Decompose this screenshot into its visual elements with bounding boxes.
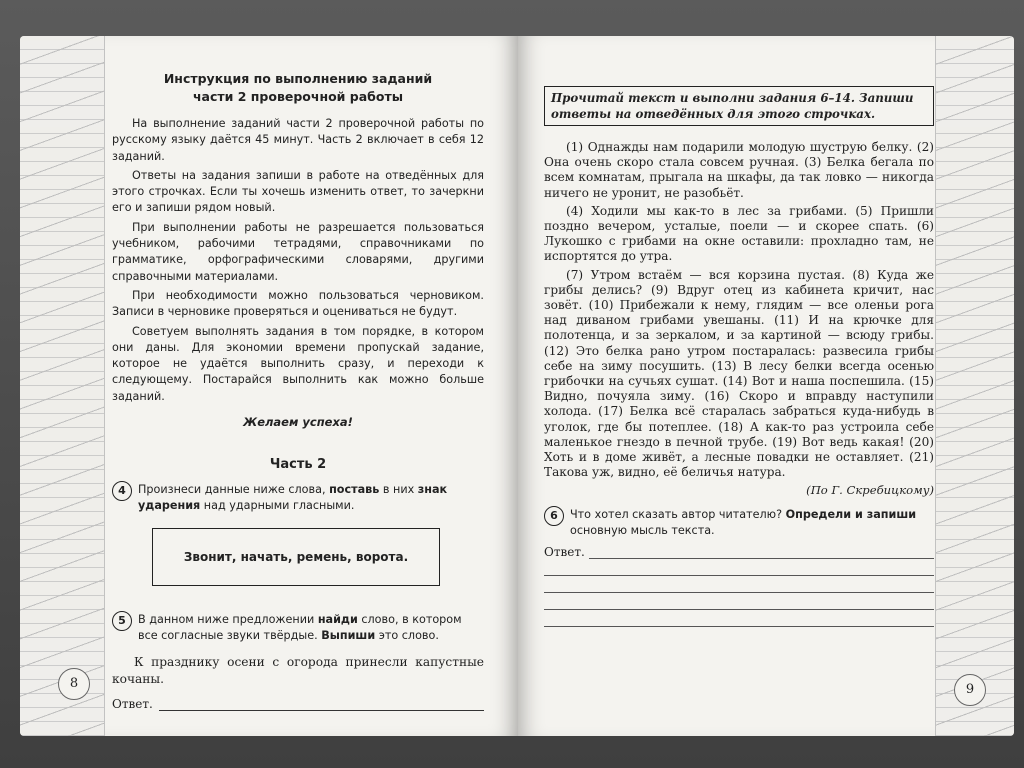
- page-number-left: 8: [58, 668, 90, 700]
- task-6-text-after: основную мысль текста.: [570, 524, 715, 538]
- left-margin-lines: [20, 36, 105, 736]
- task-4-text-before: Произнеси данные ниже слова,: [138, 483, 330, 497]
- left-text-column: [112, 70, 484, 711]
- part-title: Часть 2: [269, 457, 327, 473]
- task-4: [112, 482, 484, 514]
- task-6-text-before: Что хотел сказать автор читателю?: [570, 508, 786, 522]
- story-paragraph: (7) Утром встаём — вся корзина пустая. (8) Куда же грибы делись? (9) Вдруг отец из кабинета кричит, нас зовёт. (10) Прибежали к нему, глядим — все оленьи рога над диваном грибами увешаны. (11) И на крючке для полотенца, и за зеркалом, и за картиной — всюду грибы. (12) Это белка рано утром постаралась: развесила грибы себе на зиму посушить. (13) В лесу белки всегда осенью грибочки на сучьях сушат. (14) Вот и наша поспешила. (15) Видно, почуяла зиму. (16) Скоро и вправду наступили холода. (17) Белка всё старалась забраться куда-нибудь в уголок, где бы потеплее. (18) А как-то раз устроила себе маленькое гнездо в печной трубе. (19) Вот ведь какая! (20) Хоть и в доме живёт, а лесные повадки не оставляет. (21) Такова уж, видно, её беличья натура.: [544, 267, 934, 480]
- answer-label: Ответ.: [112, 697, 153, 712]
- page-number-right: 9: [954, 674, 986, 706]
- task-5-answer-row: [112, 696, 484, 711]
- instruction-paragraph: При выполнении работы не разрешается пользоваться учебником, рабочими тетрадями, справочниками по грамматике, орфографическими словарями, другими справочными материалами.: [112, 220, 484, 283]
- right-page: [518, 36, 1014, 736]
- good-luck-wish: Желаем успеха!: [243, 415, 353, 430]
- story-source: (По Г. Скребицкому): [806, 483, 934, 498]
- task-4-text-after: над ударными гласными.: [200, 499, 355, 513]
- instruction-title: [112, 70, 484, 106]
- task-6-answer-row: [544, 543, 934, 559]
- answer-line[interactable]: [544, 593, 934, 610]
- task-number-badge: 5: [112, 611, 132, 631]
- task-number-badge: 4: [112, 481, 132, 501]
- task-4-word-box[interactable]: [152, 528, 440, 586]
- instruction-paragraph: На выполнение заданий части 2 проверочной работы по русскому языку даётся 45 минут. Часть 2 включает в себя 12 заданий.: [112, 117, 484, 163]
- task-4-words: Звонит, начать, ремень, ворота.: [183, 550, 409, 565]
- instruction-title-line2: части 2 проверочной работы: [192, 89, 404, 104]
- instruction-paragraph: При необходимости можно пользоваться черновиком. Записи в черновике проверяться и оцениваться не будут.: [112, 288, 484, 319]
- task-5-bold-verb: найди: [317, 613, 358, 627]
- task-number-badge: 6: [544, 506, 564, 526]
- task-5-bold-verb-2: Выпиши: [321, 629, 376, 643]
- answer-line[interactable]: [544, 559, 934, 576]
- instruction-title-line1: Инструкция по выполнению заданий: [163, 71, 433, 86]
- story-paragraph: (4) Ходили мы как-то в лес за грибами. (5) Пришли поздно вечером, усталые, поели — и скорее спать. (6) Лукошко с грибами на окне оставили: прохладно там, не испортятся до утра.: [544, 203, 934, 264]
- reading-instruction-box: Прочитай текст и выполни задания 6–14. Запиши ответы на отведённых для этого строчках.: [544, 86, 934, 126]
- task-6: [544, 507, 934, 539]
- answer-line[interactable]: [544, 610, 934, 627]
- task-4-bold-term: знак ударения: [138, 483, 448, 513]
- story-paragraph: (1) Однажды нам подарили молодую шуструю белку. (2) Она очень скоро стала совсем ручная. (3) Белка бегала по всем комнатам, прыгала на шкафы, да так ловко — никогда ничего не уронит, не разобьёт.: [544, 140, 934, 200]
- task-4-bold-verb: поставь: [329, 483, 380, 497]
- story-text: [544, 140, 934, 480]
- task-5: [112, 612, 484, 644]
- answer-line[interactable]: [544, 576, 934, 593]
- answer-line[interactable]: [589, 546, 934, 559]
- task-6-bold-verb: Определи и запиши: [785, 508, 917, 522]
- task-5-text-mid: слово, в котором все согласные звуки твёрдые.: [138, 613, 462, 643]
- task-4-text-mid: в них: [379, 483, 418, 497]
- left-page: [20, 36, 518, 736]
- right-text-column: [544, 86, 934, 627]
- right-margin-lines: [935, 36, 1014, 736]
- task-6-answer-lines: [544, 543, 934, 627]
- task-5-answer-line[interactable]: [159, 696, 484, 711]
- answer-label: Ответ.: [544, 545, 585, 560]
- instruction-text: [112, 116, 484, 405]
- instruction-paragraph: Советуем выполнять задания в том порядке, в котором они даны. Для экономии времени пропускай задание, которое не удаётся выполнить сразу, и переходи к следующему. Постарайся выполнить как можно больше заданий.: [112, 324, 484, 403]
- task-5-text-after: это слово.: [375, 629, 439, 643]
- task-5-sentence: К празднику осени с огорода принесли капустные кочаны.: [112, 655, 484, 687]
- task-5-text-before: В данном ниже предложении: [138, 613, 318, 627]
- instruction-paragraph: Ответы на задания запиши в работе на отведённых для этого строчках. Если ты хочешь изменить ответ, то зачеркни его и запиши рядом новый.: [112, 168, 484, 215]
